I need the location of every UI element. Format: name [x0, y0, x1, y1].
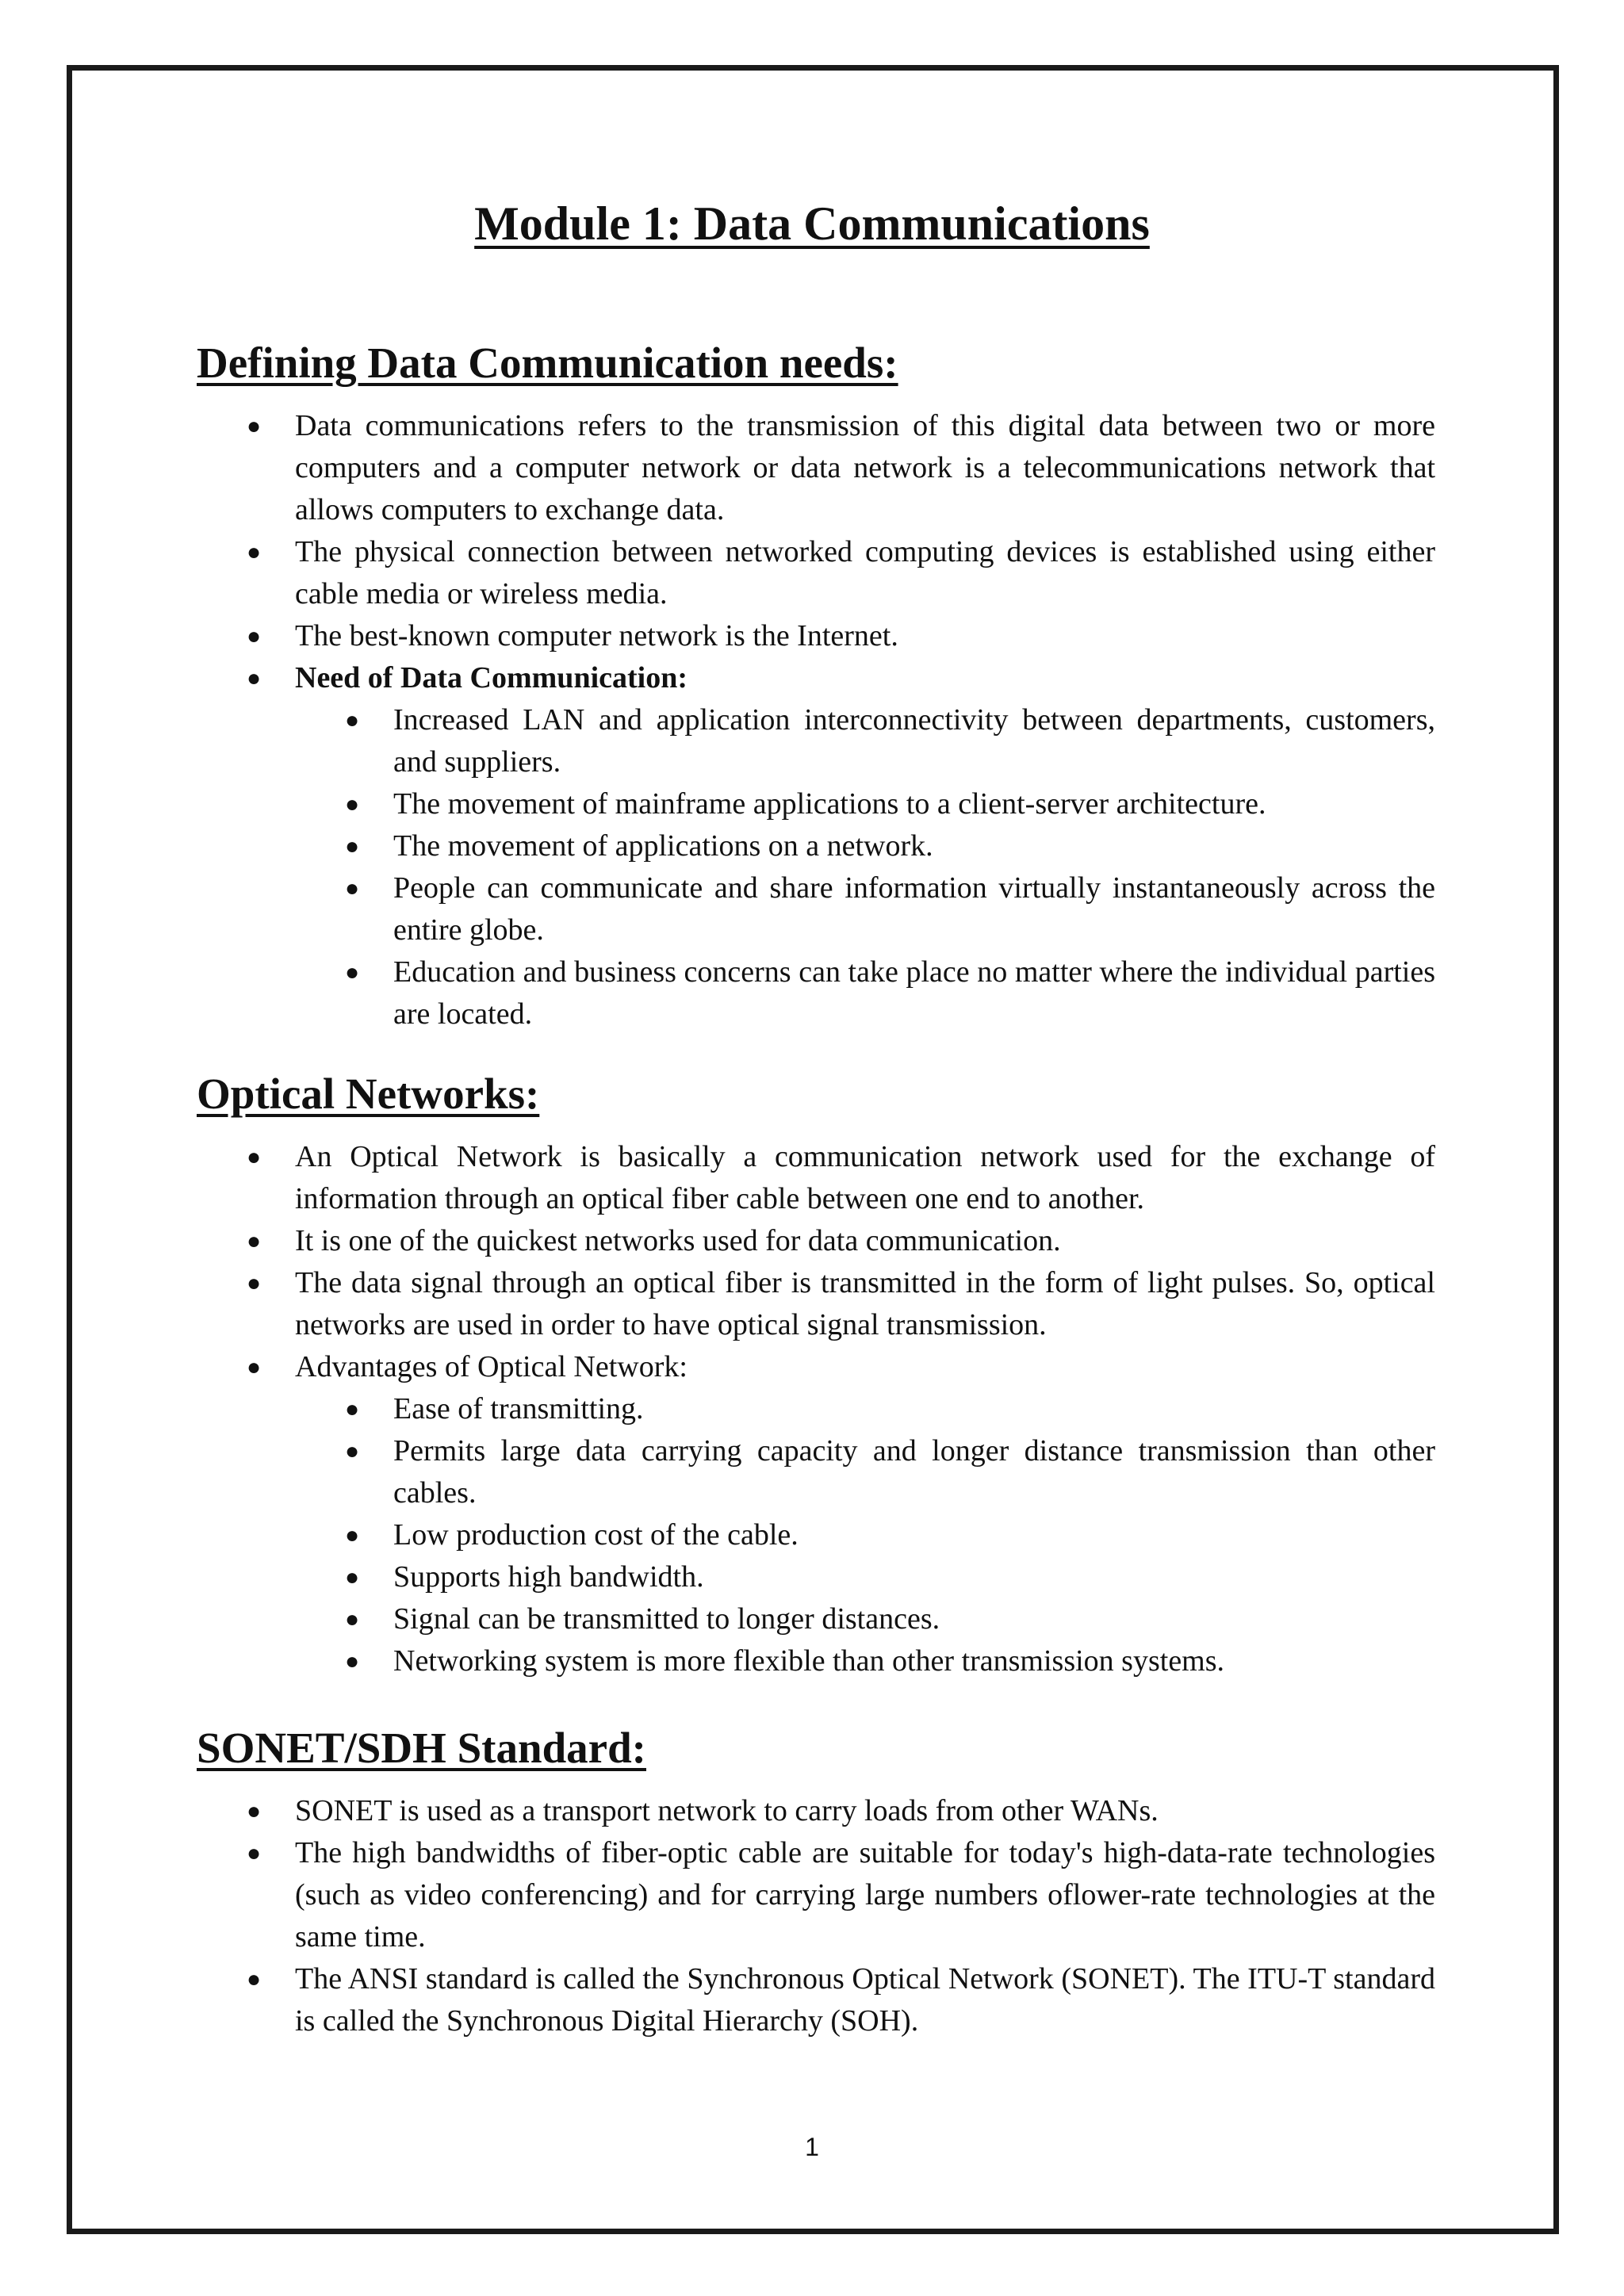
- bullet-icon: ●: [345, 1437, 360, 1464]
- list-item-text: Permits large data carrying capacity and longer distance transmission than other cables.: [393, 1433, 1435, 1510]
- section-heading: Defining Data Communication needs:: [197, 339, 898, 387]
- bullet-icon: ●: [247, 1269, 262, 1296]
- nested-list-item: [295, 1514, 1435, 1556]
- list-item-text: The physical connection between networked computing devices is established using either cable media or wireless media.: [295, 534, 1435, 610]
- section-data-communication-needs: [197, 339, 1435, 1035]
- list-item-text: Need of Data Communication:: [295, 660, 688, 695]
- bullet-icon: ●: [247, 538, 262, 565]
- nested-list-item: [295, 1556, 1435, 1598]
- list-item-text: The high bandwidths of fiber-optic cable are suitable for today's high-data-rate technologies (such as video conferencing) and for carrying large numbers oflower-rate technologies at the same time.: [295, 1835, 1435, 1954]
- bullet-icon: ●: [345, 1647, 360, 1674]
- bullet-icon: ●: [247, 1143, 262, 1170]
- list-item-text: The movement of mainframe applications to a client-server architecture.: [393, 786, 1266, 821]
- list-item-text: Increased LAN and application interconnectivity between departments, customers, and suppliers.: [393, 702, 1435, 779]
- nested-list-item: [295, 825, 1435, 867]
- nested-list-item: [295, 1430, 1435, 1514]
- bullet-icon: ●: [345, 874, 360, 901]
- bullet-icon: ●: [345, 959, 360, 985]
- list-item: [197, 657, 1435, 1035]
- list-item-text: SONET is used as a transport network to carry loads from other WANs.: [295, 1793, 1159, 1827]
- bullet-icon: ●: [247, 1965, 262, 1992]
- bullet-icon: ●: [247, 1797, 262, 1824]
- list-item-text: Networking system is more flexible than other transmission systems.: [393, 1644, 1225, 1678]
- list-item-text: The data signal through an optical fiber is transmitted in the form of light pulses. So, optical networks are used in order to have optical signal transmission.: [295, 1265, 1435, 1341]
- bullet-icon: ●: [247, 1227, 262, 1254]
- bullet-icon: ●: [247, 1353, 262, 1380]
- list-item-text: People can communicate and share information virtually instantaneously across the entire globe.: [393, 871, 1435, 947]
- nested-bullet-list: [295, 699, 1435, 1035]
- section-heading: Optical Networks:: [197, 1070, 540, 1118]
- bullet-icon: ●: [345, 706, 360, 733]
- list-item-text: Education and business concerns can take place no matter where the individual parties are located.: [393, 955, 1435, 1031]
- document-title: Module 1: Data Communications: [474, 197, 1150, 250]
- list-item-text: The movement of applications on a network.: [393, 828, 933, 863]
- list-item: [197, 1262, 1435, 1346]
- list-item: [197, 1220, 1435, 1262]
- list-item-text: Advantages of Optical Network:: [295, 1349, 688, 1383]
- bullet-icon: ●: [345, 1605, 360, 1632]
- bullet-icon: ●: [247, 622, 262, 649]
- page-number: 1: [805, 2133, 819, 2161]
- list-item-text: Supports high bandwidth.: [393, 1559, 704, 1594]
- nested-bullet-list: [295, 1388, 1435, 1682]
- list-item-text: Data communications refers to the transmission of this digital data between two or more computers and a computer network or data network is a telecommunications network that allows computers to exchange data.: [295, 408, 1435, 526]
- bullet-list: [197, 1790, 1435, 2042]
- list-item: [197, 531, 1435, 615]
- bullet-list: [197, 1136, 1435, 1682]
- list-item-text: The ANSI standard is called the Synchronous Optical Network (SONET). The ITU-T standard is called the Synchronous Digital Hierarchy (SOH).: [295, 1961, 1435, 2038]
- list-item-text: Ease of transmitting.: [393, 1391, 644, 1425]
- nested-list-item: [295, 951, 1435, 1035]
- bullet-icon: ●: [247, 664, 262, 691]
- bullet-icon: ●: [247, 1839, 262, 1866]
- nested-list-item: [295, 867, 1435, 951]
- nested-list-item: [295, 783, 1435, 825]
- bullet-icon: ●: [345, 1395, 360, 1422]
- nested-list-item: [295, 1640, 1435, 1682]
- section-optical-networks: [197, 1070, 1435, 1682]
- list-item-text: The best-known computer network is the Internet.: [295, 618, 898, 652]
- list-item-text: Signal can be transmitted to longer distances.: [393, 1601, 940, 1636]
- bullet-icon: ●: [247, 412, 262, 439]
- nested-list-item: [295, 1598, 1435, 1640]
- list-item: [197, 1832, 1435, 1958]
- list-item-text: An Optical Network is basically a communication network used for the exchange of information through an optical fiber cable between one end to another.: [295, 1139, 1435, 1215]
- bullet-icon: ●: [345, 832, 360, 859]
- list-item: [197, 1136, 1435, 1220]
- bullet-icon: ●: [345, 790, 360, 817]
- list-item: [197, 615, 1435, 657]
- section-heading: SONET/SDH Standard:: [197, 1724, 646, 1772]
- list-item-text: It is one of the quickest networks used for data communication.: [295, 1223, 1061, 1257]
- list-item: [197, 1346, 1435, 1682]
- bullet-icon: ●: [345, 1563, 360, 1590]
- section-sonet-sdh-standard: [197, 1724, 1435, 2042]
- list-item: [197, 405, 1435, 531]
- list-item: [197, 1958, 1435, 2042]
- list-item: [197, 1790, 1435, 1832]
- bullet-list: [197, 405, 1435, 1035]
- list-item-text: Low production cost of the cable.: [393, 1517, 799, 1552]
- nested-list-item: [295, 699, 1435, 783]
- bullet-icon: ●: [345, 1521, 360, 1548]
- nested-list-item: [295, 1388, 1435, 1430]
